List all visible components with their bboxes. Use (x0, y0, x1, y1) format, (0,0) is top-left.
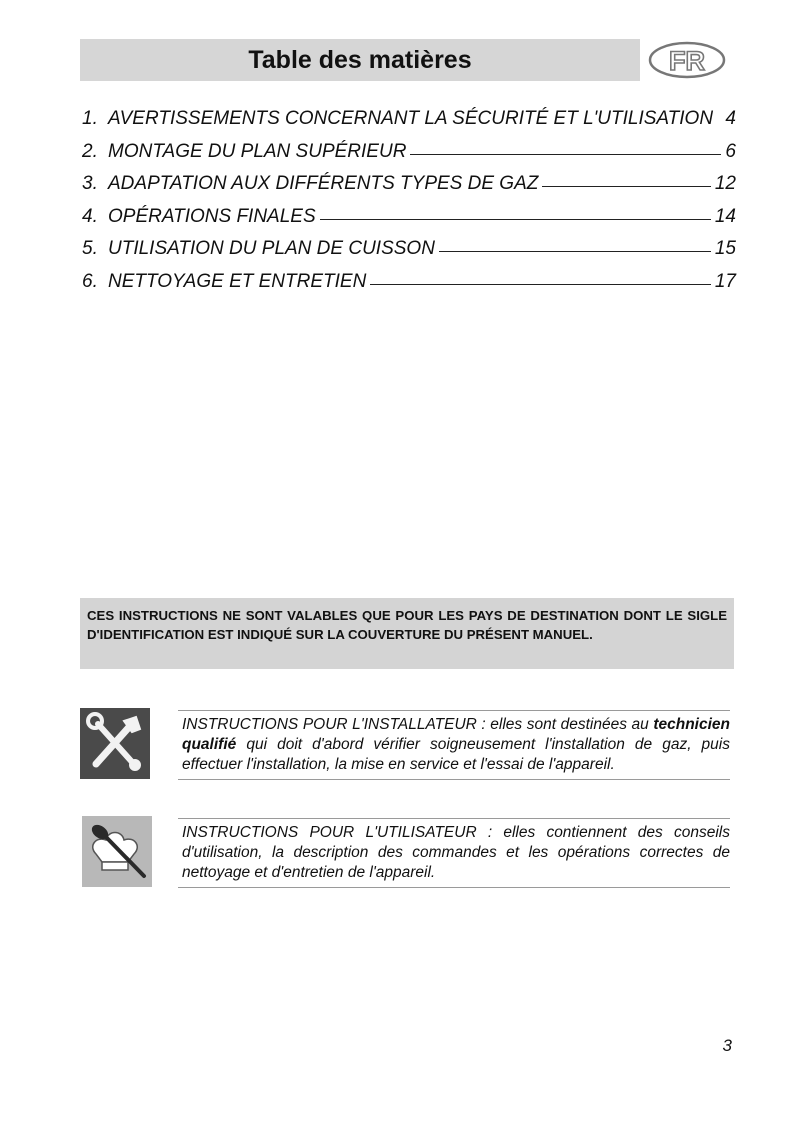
toc-leader (542, 186, 710, 187)
toc-entry-number: 6. (82, 270, 98, 292)
destination-notice: CES INSTRUCTIONS NE SONT VALABLES QUE POUR LES PAYS DE DESTINATION DONT LE SIGLE D'IDENTIFICATION EST INDIQUÉ SUR LA COUVERTURE DU PRÉSENT MANUEL. (80, 598, 734, 669)
toc-entry-number: 5. (82, 238, 98, 260)
toc-entry-label: AVERTISSEMENTS CONCERNANT LA SÉCURITÉ ET L'UTILISATION (108, 108, 714, 129)
toc-entry-page: 6 (725, 140, 736, 162)
toc-entry-number: 2. (82, 140, 98, 162)
toc-entry[interactable] (82, 173, 736, 206)
toc-entry[interactable] (82, 206, 736, 239)
toc-entry-page: 12 (714, 173, 736, 195)
installer-text-bold: technicien qualifié (182, 716, 730, 753)
page-title-bar (80, 39, 640, 81)
installer-text-rest: qui doit d'abord vérifier soigneusement l'installation de gaz, puis effectuer l'installation, la mise en service et l'essai de l'appareil. (182, 736, 730, 773)
toc-entry-page: 4 (725, 108, 736, 129)
page-title: Table des matières (248, 45, 472, 74)
tools-icon (80, 708, 150, 779)
language-badge (648, 41, 726, 79)
toc-leader (439, 251, 711, 252)
toc-leader (320, 219, 711, 220)
language-badge-label: FR (669, 46, 705, 76)
toc-entry-page: 15 (714, 238, 736, 260)
toc-entry[interactable] (82, 141, 736, 174)
toc-leader (410, 154, 721, 155)
toc-entry-number: 3. (82, 173, 98, 195)
toc-entry-number: 1. (82, 108, 98, 129)
table-of-contents (82, 108, 736, 304)
toc-entry-label: UTILISATION DU PLAN DE CUISSON (108, 238, 435, 260)
toc-entry-label: OPÉRATIONS FINALES (108, 205, 316, 227)
installer-instructions (178, 710, 730, 780)
toc-entry[interactable] (82, 271, 736, 304)
toc-entry-label: NETTOYAGE ET ENTRETIEN (108, 270, 367, 292)
toc-entry[interactable] (82, 108, 736, 141)
toc-entry-page: 17 (714, 270, 736, 292)
toc-entry[interactable] (82, 238, 736, 271)
installer-text-intro: INSTRUCTIONS POUR L'INSTALLATEUR : elles sont destinées au (182, 716, 654, 733)
toc-entry-label: ADAPTATION AUX DIFFÉRENTS TYPES DE GAZ (108, 173, 539, 195)
toc-entry-page: 14 (714, 205, 736, 227)
user-instructions: INSTRUCTIONS POUR L'UTILISATEUR : elles contiennent des conseils d'utilisation, la description des commandes et les opérations correctes de nettoyage et d'entretien de l'appareil. (178, 818, 730, 888)
page-number: 3 (722, 1036, 732, 1055)
toc-entry-label: MONTAGE DU PLAN SUPÉRIEUR (108, 140, 407, 162)
toc-entry-number: 4. (82, 205, 98, 227)
chef-spoon-icon (82, 816, 152, 887)
toc-leader (370, 284, 711, 285)
